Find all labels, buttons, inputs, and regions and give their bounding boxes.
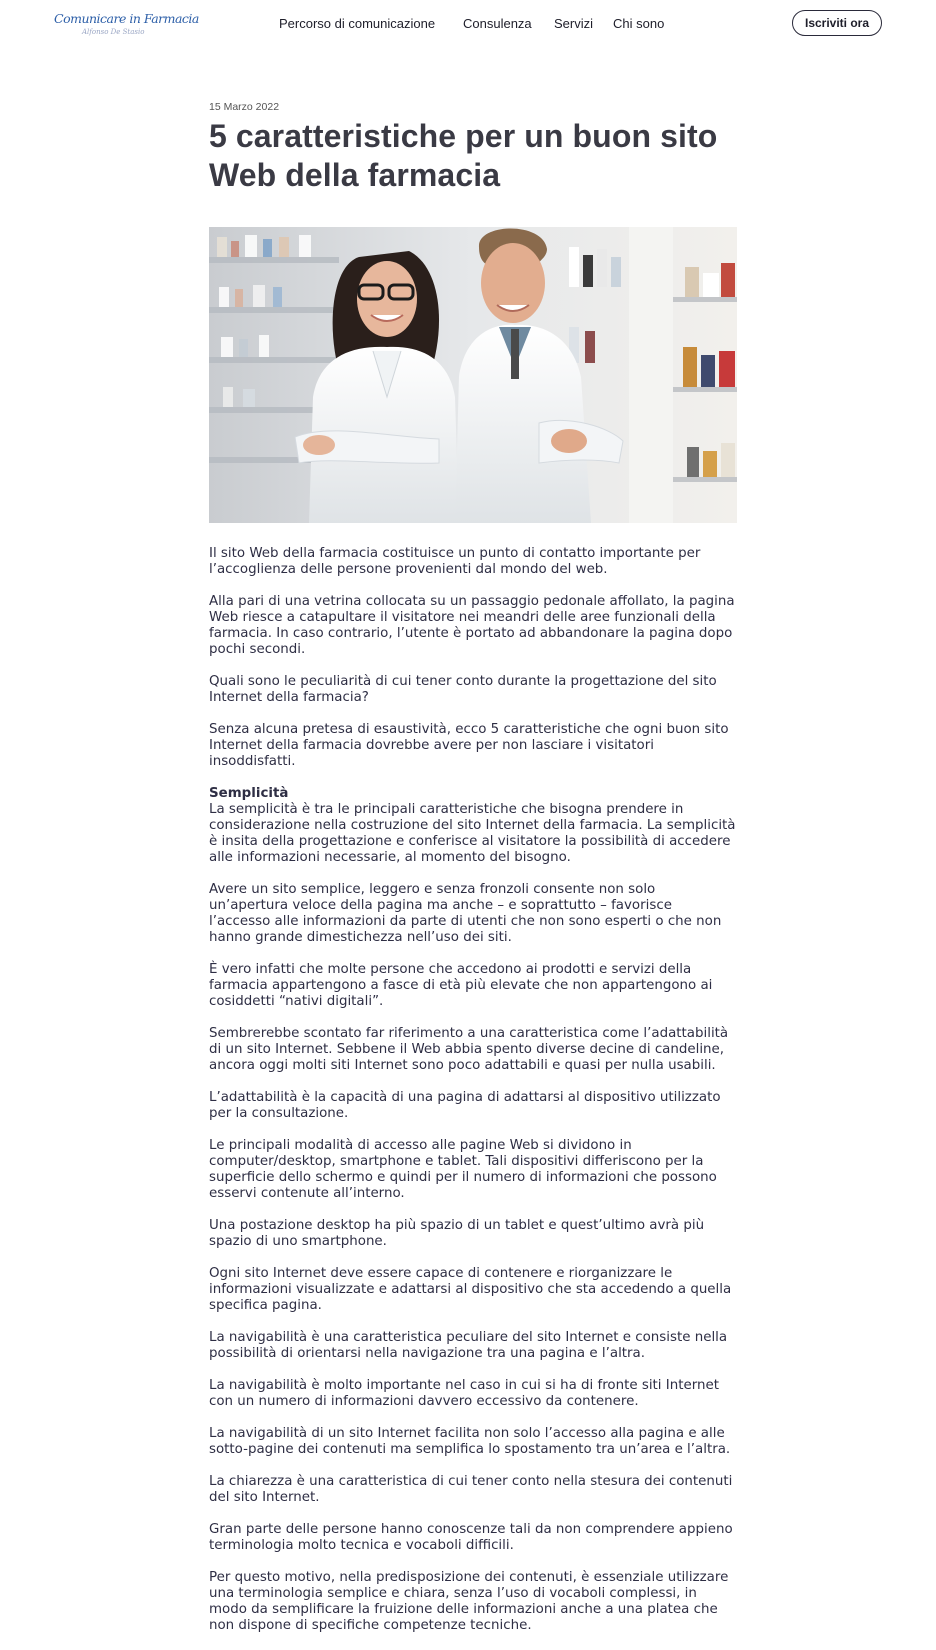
site-header (0, 0, 936, 48)
paragraph: Ogni sito Internet deve essere capace di contenere e riorganizzare le informazioni visualizzate e adattarsi al dispositivo che sta accedendo a quella specifica pagina. (209, 1266, 732, 1313)
paragraph: La navigabilità di un sito Internet facilita non solo l’accesso alla pagina e alle sotto-pagine dei contenuti ma semplifica lo spostamento tra un’area e l’altra. (209, 1426, 731, 1457)
article-body (209, 546, 737, 1650)
logo-signature: Alfonso De Stasio (82, 28, 145, 36)
paragraph: La navigabilità è una caratteristica peculiare del sito Internet e consiste nella possibilità di orientarsi nella navigazione tra una pagina e l’altra. (209, 1330, 728, 1361)
article-date: 15 Marzo 2022 (209, 101, 280, 113)
paragraph: Gran parte delle persone hanno conoscenze tali da non comprendere appieno terminologia molto tecnica e vocaboli difficili. (209, 1522, 733, 1553)
paragraph: Per questo motivo, nella predisposizione dei contenuti, è essenziale utilizzare una terminologia semplice e chiara, senza l’uso di vocaboli complessi, in modo da semplificare la fruizione delle informazioni anche a una platea che non dispone di specifiche competenze tecniche. (209, 1570, 729, 1633)
paragraph: Alla pari di una vetrina collocata su un passaggio pedonale affollato, la pagina Web riesce a catapultare il visitatore nei meandri delle aree funzionali della farmacia. In caso contrario, l’utente è portato ad abbandonare la pagina dopo pochi secondi. (209, 594, 735, 657)
paragraph: È vero infatti che molte persone che accedono ai prodotti e servizi della farmacia appartengono a fasce di età più elevate che non appartengono ai cosiddetti “nativi digitali”. (209, 962, 713, 1009)
paragraph: La chiarezza è una caratteristica di cui tener conto nella stesura dei contenuti del sito Internet. (209, 1474, 733, 1505)
paragraph: Quali sono le peculiarità di cui tener conto durante la progettazione del sito Internet della farmacia? (209, 674, 717, 705)
pharmacists-photo (209, 227, 737, 523)
logo-title: Comunicare in Farmacia (54, 11, 199, 26)
paragraph: Una postazione desktop ha più spazio di un tablet e quest’ultimo avrà più spazio di uno smartphone. (209, 1218, 705, 1249)
subscribe-button[interactable]: Iscriviti ora (792, 10, 882, 36)
paragraph: Il sito Web della farmacia costituisce un punto di contatto importante per l’accoglienza delle persone provenienti dal mondo del web. (209, 546, 701, 577)
paragraph: La semplicità è tra le principali caratteristiche che bisogna prendere in considerazione nella costruzione del sito Internet della farmacia. La semplicità è insita della progettazione e conferisce al visitatore la possibilità di accedere alle informazioni necessarie, al momento del bisogno. (209, 802, 736, 865)
nav-item-percorso[interactable]: Percorso di comunicazione (279, 16, 436, 31)
paragraph: La navigabilità è molto importante nel caso in cui si ha di fronte siti Internet con un numero di informazioni davvero eccessivo da contenere. (209, 1378, 719, 1409)
article-title: 5 caratteristiche per un buon sito Web della farmacia (209, 118, 718, 193)
paragraph: Senza alcuna pretesa di esaustività, ecco 5 caratteristiche che ogni buon sito Internet della farmacia dovrebbe avere per non lasciare i visitatori insoddisfatti. (209, 722, 729, 769)
nav-item-chi-sono[interactable]: Chi sono (613, 16, 665, 31)
nav-item-consulenza[interactable]: Consulenza (463, 16, 532, 31)
article-header (209, 100, 737, 195)
paragraph: L’adattabilità è la capacità di una pagina di adattarsi al dispositivo utilizzato per la consultazione. (209, 1090, 721, 1121)
section-semplicita (209, 786, 737, 866)
section-heading: Semplicità (209, 786, 289, 801)
paragraph: Avere un sito semplice, leggero e senza fronzoli consente non solo un’apertura veloce della pagina ma anche – e soprattutto – favorisce l’accesso alle informazioni da parte di utenti che non sono esperti o che non hanno grande dimestichezza nell’uso dei siti. (209, 882, 722, 945)
hero-image (209, 227, 737, 523)
site-logo[interactable] (54, 11, 199, 41)
paragraph: Le principali modalità di accesso alle pagine Web si dividono in computer/desktop, smartphone e tablet. Tali dispositivi differiscono per la superficie dello schermo e quindi per il numero di informazioni che possono esservi contenute all’interno. (209, 1138, 717, 1201)
paragraph: Sembrerebbe scontato far riferimento a una caratteristica come l’adattabilità di un sito Internet. Sebbene il Web abbia spento diverse decine di candeline, ancora oggi molti siti Internet sono poco adattabili e quasi per nulla usabili. (209, 1026, 729, 1073)
nav-item-servizi[interactable]: Servizi (554, 16, 594, 31)
